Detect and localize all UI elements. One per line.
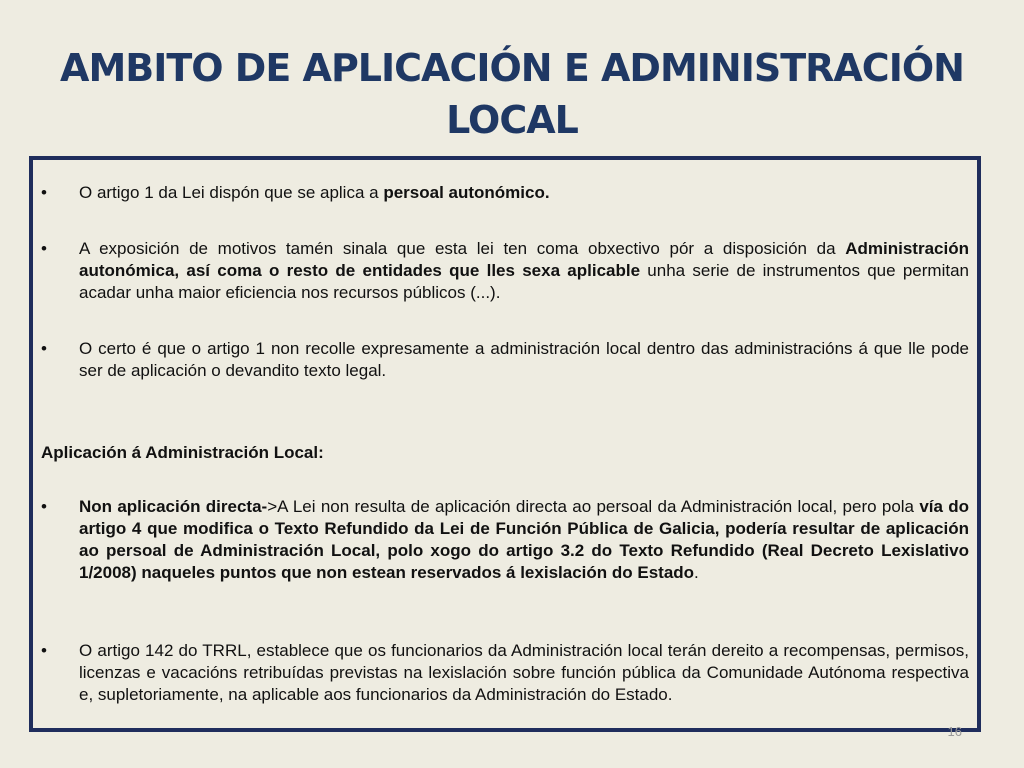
bullet-marker: • [41, 339, 47, 358]
bullet-text [79, 238, 969, 304]
bullet-marker: • [41, 497, 47, 516]
bold-text-run: vía do artigo 4 que modifica o Texto Refundido da Lei de Función Pública de Galicia, podería resultar de aplicación ao persoal de Administración Local, polo xogo do artigo 3.2 do Texto Refundido (Real Decreto Lexislativo 1/2008) naqueles puntos que non estean reservados á lexislación do Estado [79, 497, 970, 582]
text-run: >A Lei non resulta de aplicación directa ao persoal da Administración local, pero pola [267, 497, 920, 516]
text-run: O artigo 1 da Lei dispón que se aplica a [79, 183, 384, 202]
section-heading: Aplicación á Administración Local: [41, 443, 324, 462]
bold-text-run: persoal autonómico. [383, 183, 550, 202]
text-run: unha serie de instrumentos que permitan acadar unha maior eficiencia nos recursos públicos (...). [79, 261, 969, 302]
text-run: . [694, 563, 699, 582]
text-run: O certo é que o artigo 1 non recolle expresamente a administración local dentro das administracións á que lle pode ser de aplicación o devandito texto legal. [79, 339, 969, 380]
bullet-text [79, 182, 969, 204]
content-area [33, 160, 977, 728]
text-run: O artigo 142 do TRRL, establece que os funcionarios da Administración local terán dereito a recompensas, permisos, licenzas e vacacións retribuídas previstas na lexislación sobre función pública da Comunidade Autónoma respectiva e, supletoriamente, na aplicable aos funcionarios da Administración do Estado. [79, 641, 969, 704]
bold-text-run: Administración autonómica, así coma o resto de entidades que lles sexa aplicable [79, 239, 969, 280]
page-number: 16 [947, 724, 962, 739]
bullet-text [79, 338, 969, 382]
slide-title: AMBITO DE APLICACIÓN E ADMINISTRACIÓN LOCAL [60, 46, 964, 142]
bullet-marker: • [41, 239, 47, 258]
text-run: A exposición de motivos tamén sinala que esta lei ten coma obxectivo pór a disposición da [79, 239, 846, 258]
content-box [29, 156, 981, 732]
bullet-text [79, 640, 969, 706]
bullet-text [79, 496, 969, 584]
bullet-marker: • [41, 641, 47, 660]
bullet-marker: • [41, 183, 47, 202]
bold-text-run: Non aplicación directa- [79, 497, 268, 516]
